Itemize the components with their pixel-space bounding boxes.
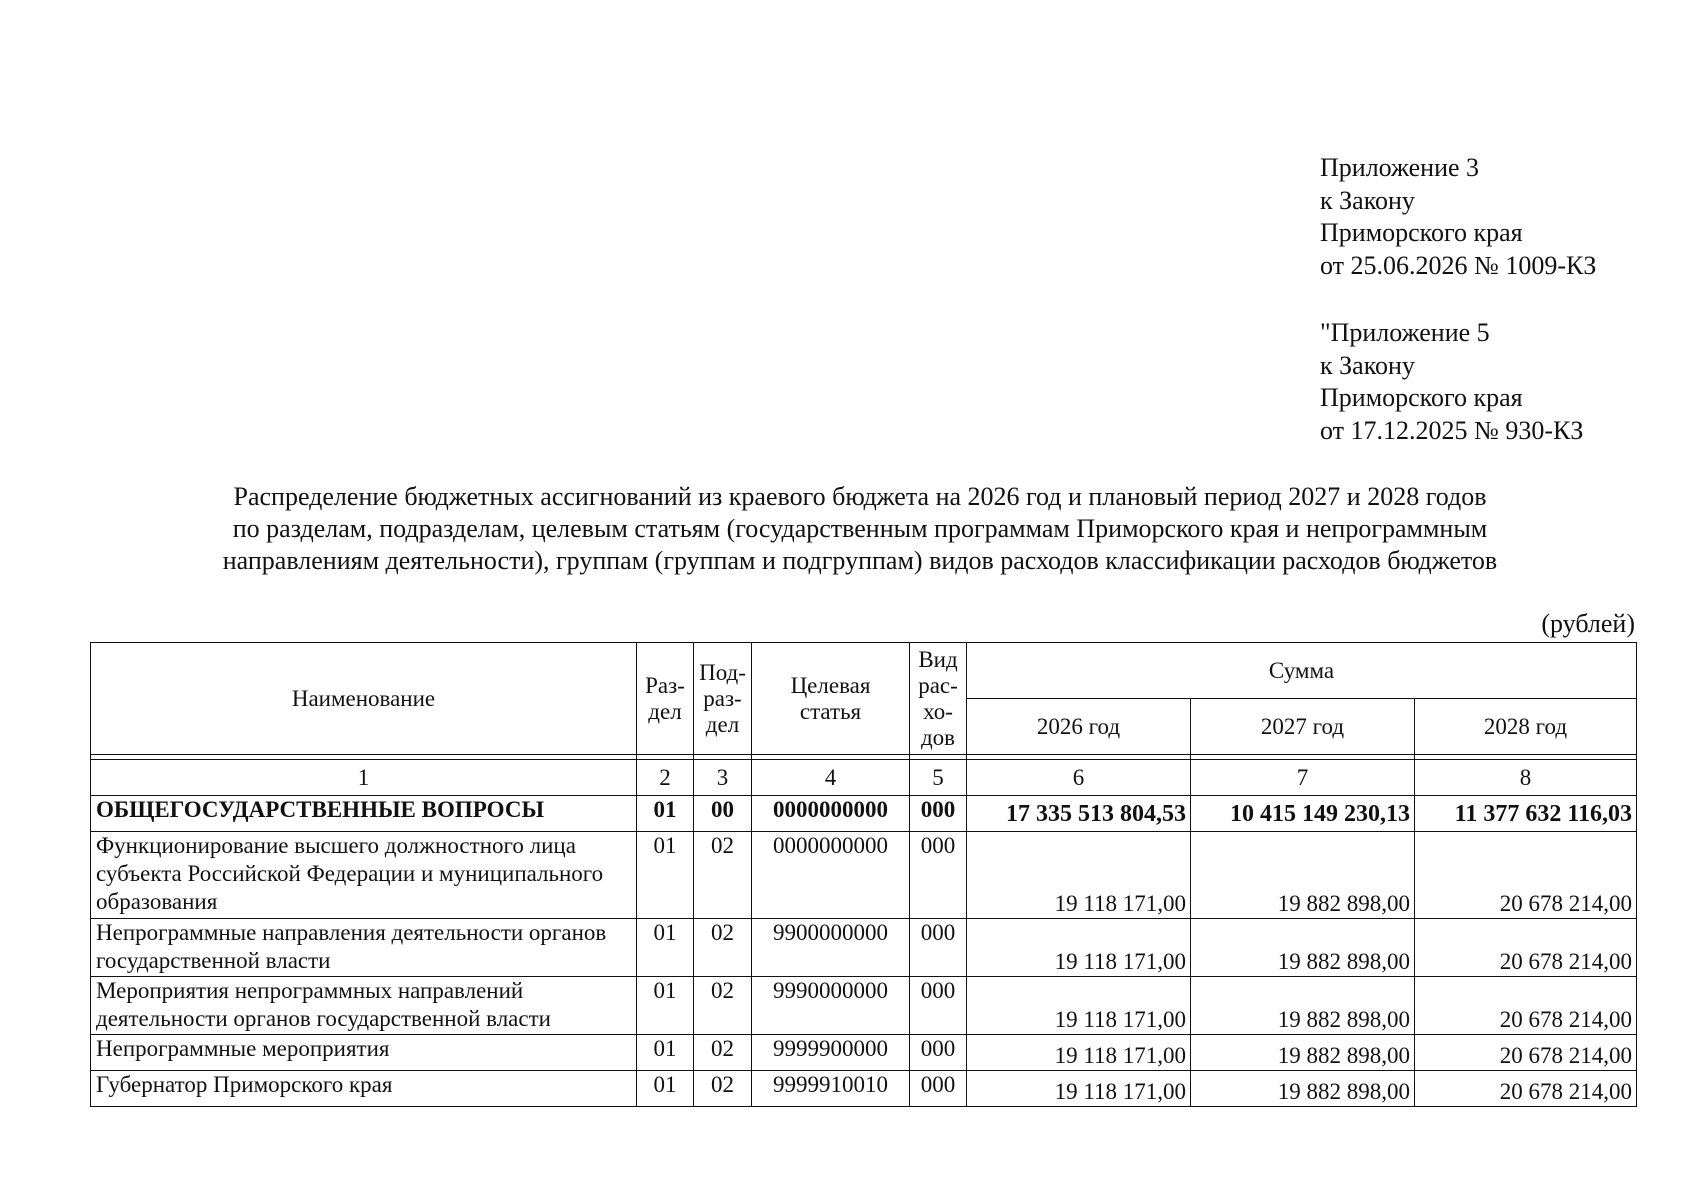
row-sum-2027: 19 882 898,00 xyxy=(1191,977,1415,1035)
annex-current-block xyxy=(1320,152,1596,282)
column-number: 7 xyxy=(1191,760,1415,796)
annex-amended-line-3: Приморского края xyxy=(1320,383,1523,412)
row-sum-2028: 20 678 214,00 xyxy=(1415,919,1637,977)
row-expense-type: 000 xyxy=(910,977,967,1035)
row-target: 9900000000 xyxy=(752,919,910,977)
table-row xyxy=(91,919,1637,977)
row-section: 01 xyxy=(637,796,694,832)
row-sum-2026: 19 118 171,00 xyxy=(967,832,1191,919)
row-subsection: 02 xyxy=(694,977,752,1035)
row-expense-type: 000 xyxy=(910,919,967,977)
column-number: 4 xyxy=(752,760,910,796)
row-subsection: 02 xyxy=(694,1071,752,1107)
column-number: 3 xyxy=(694,760,752,796)
table-row xyxy=(91,1071,1637,1107)
column-number: 1 xyxy=(91,760,637,796)
row-section: 01 xyxy=(637,1071,694,1107)
annex-current-line-2: к Закону xyxy=(1320,185,1415,215)
row-section: 01 xyxy=(637,832,694,919)
title-line-3: направлениям деятельности), группам (группам и подгруппам) видов расходов классификации расходов бюджетов xyxy=(222,546,1498,575)
annex-current-line-3: Приморского края xyxy=(1320,218,1523,247)
header-expense-type: Вид рас- хо- дов xyxy=(910,643,967,755)
header-year-2027: 2027 год xyxy=(1191,699,1415,755)
row-sum-2027: 10 415 149 230,13 xyxy=(1191,796,1415,832)
units-label: (рублей) xyxy=(1541,609,1635,638)
table-row xyxy=(91,832,1637,919)
document-title xyxy=(140,481,1580,577)
title-line-2: по разделам, подразделам, целевым статьям (государственным программам Приморского края и непрограммным xyxy=(232,514,1488,543)
header-section: Раз- дел xyxy=(637,643,694,755)
table-row xyxy=(91,1035,1637,1071)
row-section: 01 xyxy=(637,919,694,977)
row-name: ОБЩЕГОСУДАРСТВЕННЫЕ ВОПРОСЫ xyxy=(91,796,637,832)
header-subsection: Под- раз- дел xyxy=(694,643,752,755)
column-number-row xyxy=(91,760,1637,796)
row-sum-2028: 20 678 214,00 xyxy=(1415,1071,1637,1107)
row-sum-2026: 19 118 171,00 xyxy=(967,977,1191,1035)
row-sum-2026: 19 118 171,00 xyxy=(967,1071,1191,1107)
table-row xyxy=(91,977,1637,1035)
row-sum-2027: 19 882 898,00 xyxy=(1191,1035,1415,1071)
annex-current-line-4: от 25.06.2026 № 1009-КЗ xyxy=(1320,250,1597,280)
row-section: 01 xyxy=(637,1035,694,1071)
row-target: 0000000000 xyxy=(752,832,910,919)
row-name: Непрограммные направления деятельности органов государственной власти xyxy=(91,919,637,977)
header-target: Целевая статья xyxy=(752,643,910,755)
row-target: 9990000000 xyxy=(752,977,910,1035)
row-sum-2026: 19 118 171,00 xyxy=(967,1035,1191,1071)
row-sum-2028: 20 678 214,00 xyxy=(1415,1035,1637,1071)
row-subsection: 02 xyxy=(694,1035,752,1071)
row-subsection: 02 xyxy=(694,919,752,977)
annex-amended-block xyxy=(1320,317,1583,447)
column-number: 8 xyxy=(1415,760,1637,796)
row-target: 9999900000 xyxy=(752,1035,910,1071)
header-sum: Сумма xyxy=(967,643,1637,699)
row-subsection: 00 xyxy=(694,796,752,832)
row-sum-2026: 19 118 171,00 xyxy=(967,919,1191,977)
row-sum-2028: 20 678 214,00 xyxy=(1415,832,1637,919)
annex-amended-line-4: от 17.12.2025 № 930-КЗ xyxy=(1320,415,1584,445)
column-number: 2 xyxy=(637,760,694,796)
row-expense-type: 000 xyxy=(910,1071,967,1107)
title-line-1: Распределение бюджетных ассигнований из краевого бюджета на 2026 год и плановый период 2027 и 2028 годов xyxy=(233,482,1487,511)
row-name: Мероприятия непрограммных направлений деятельности органов государственной власти xyxy=(91,977,637,1035)
row-sum-2028: 11 377 632 116,03 xyxy=(1415,796,1637,832)
column-number: 5 xyxy=(910,760,967,796)
row-name: Непрограммные мероприятия xyxy=(91,1035,637,1071)
annex-amended-line-1: "Приложение 5 xyxy=(1320,318,1490,347)
row-name: Функционирование высшего должностного лица субъекта Российской Федерации и муниципального образования xyxy=(91,832,637,919)
budget-table xyxy=(90,642,1637,1107)
annex-amended-line-2: к Закону xyxy=(1320,350,1415,380)
row-section: 01 xyxy=(637,977,694,1035)
row-target: 0000000000 xyxy=(752,796,910,832)
header-year-2026: 2026 год xyxy=(967,699,1191,755)
row-sum-2027: 19 882 898,00 xyxy=(1191,919,1415,977)
row-sum-2028: 20 678 214,00 xyxy=(1415,977,1637,1035)
column-number: 6 xyxy=(967,760,1191,796)
row-sum-2027: 19 882 898,00 xyxy=(1191,1071,1415,1107)
header-name: Наименование xyxy=(91,643,637,755)
row-sum-2026: 17 335 513 804,53 xyxy=(967,796,1191,832)
annex-current-line-1: Приложение 3 xyxy=(1320,153,1480,182)
row-name: Губернатор Приморского края xyxy=(91,1071,637,1107)
row-expense-type: 000 xyxy=(910,832,967,919)
row-sum-2027: 19 882 898,00 xyxy=(1191,832,1415,919)
row-target: 9999910010 xyxy=(752,1071,910,1107)
table-row xyxy=(91,796,1637,832)
header-year-2028: 2028 год xyxy=(1415,699,1637,755)
row-expense-type: 000 xyxy=(910,1035,967,1071)
row-expense-type: 000 xyxy=(910,796,967,832)
row-subsection: 02 xyxy=(694,832,752,919)
